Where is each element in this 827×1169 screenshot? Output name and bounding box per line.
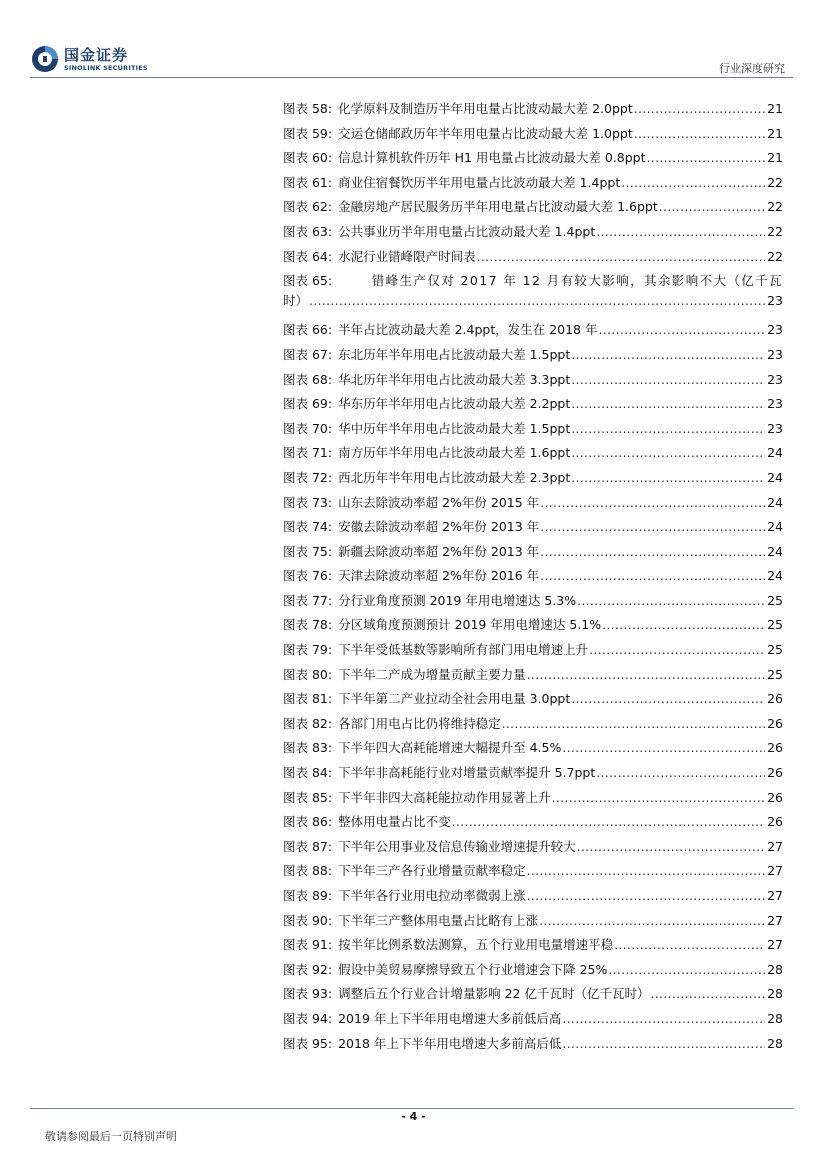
- page-ref: 24: [767, 494, 783, 510]
- dot-leader: [614, 935, 765, 955]
- figure-title: 新疆去除波动率超 2%年份 2013 年: [338, 543, 540, 559]
- page-ref: 21: [767, 125, 783, 141]
- toc-entry[interactable]: [283, 1009, 783, 1034]
- figure-title: 下半年第二产业拉动全社会用电量 3.0ppt: [338, 691, 571, 707]
- figure-title: 分行业角度预测 2019 年用电增速达 5.3%: [338, 592, 577, 608]
- toc-entry[interactable]: [283, 812, 783, 837]
- dot-leader: [571, 468, 765, 488]
- figure-label: 图表 64:: [283, 248, 333, 264]
- dot-leader: [659, 197, 765, 217]
- dot-leader: [539, 911, 765, 931]
- toc-entry[interactable]: [283, 861, 783, 886]
- figure-label: 图表 89:: [283, 888, 333, 903]
- dot-leader: [650, 984, 765, 1004]
- toc-entry[interactable]: [283, 763, 783, 788]
- page-ref: 27: [767, 888, 783, 903]
- dot-leader: [527, 886, 765, 906]
- dot-leader: [571, 443, 765, 463]
- page-ref: 27: [767, 937, 783, 953]
- figure-title: 下半年四大高耗能增速大幅提升至 4.5%: [338, 740, 562, 756]
- figure-title: 下半年公用事业及信息传输业增速提升较大: [338, 838, 576, 854]
- toc-entry[interactable]: [283, 640, 783, 665]
- dot-leader: [571, 370, 765, 390]
- figure-title: 金融房地产居民服务历半年用电量占比波动最大差 1.6ppt: [338, 199, 658, 215]
- page-ref: 25: [767, 666, 783, 682]
- figure-label: 图表 85:: [283, 789, 333, 805]
- page-ref: 26: [767, 691, 783, 707]
- dot-leader: [634, 99, 765, 119]
- page-number: - 4 -: [401, 1110, 426, 1123]
- page-ref: 27: [767, 863, 783, 879]
- figure-title: 下半年二产成为增量贡献主要力量: [338, 666, 526, 682]
- figure-title: 下半年三产各行业增量贡献率稳定: [338, 863, 526, 879]
- figure-label: 图表 65:: [283, 273, 333, 289]
- figure-title: 交运仓储邮政历年半年用电量占比波动最大差 1.0ppt: [338, 125, 633, 141]
- toc-entry[interactable]: [283, 99, 783, 124]
- figure-title: 2019 年上下半年用电增速大多前低后高: [338, 1010, 562, 1026]
- dot-leader: [562, 738, 765, 758]
- dot-leader: [562, 1009, 765, 1029]
- figure-label: 图表 86:: [283, 814, 333, 830]
- page-ref: 22: [767, 174, 783, 190]
- toc-entry[interactable]: [283, 911, 783, 936]
- figure-label: 图表 83:: [283, 740, 333, 756]
- dot-leader: [571, 689, 765, 709]
- figure-title: 下半年三产整体用电量占比略有上涨: [338, 912, 539, 928]
- figure-label: 图表 75:: [283, 543, 333, 559]
- toc-entry[interactable]: [283, 222, 783, 247]
- toc-entry[interactable]: [283, 345, 783, 370]
- dot-leader: [647, 148, 766, 168]
- toc-entry[interactable]: [283, 370, 783, 395]
- toc-entry[interactable]: [283, 542, 783, 567]
- page-ref: 24: [767, 445, 783, 461]
- figure-title: 下半年非高耗能行业对增量贡献率提升 5.7ppt: [338, 765, 596, 781]
- page-ref: 26: [767, 715, 783, 731]
- toc-entry[interactable]: [283, 419, 783, 444]
- dot-leader: [571, 394, 765, 414]
- dot-leader: [598, 320, 765, 340]
- figure-title: 华北历年半年用电占比波动最大差 3.3ppt: [338, 371, 571, 387]
- figure-label: 图表 70:: [283, 420, 333, 436]
- toc-entry[interactable]: [283, 197, 783, 222]
- page-ref: 25: [767, 617, 783, 633]
- page-ref: 28: [767, 986, 783, 1002]
- figure-label: 图表 84:: [283, 765, 333, 781]
- toc-entry[interactable]: [283, 124, 783, 149]
- figure-label: 图表 92:: [283, 961, 333, 977]
- figure-label: 图表 93:: [283, 986, 333, 1002]
- toc-entry[interactable]: [283, 271, 783, 320]
- dot-leader: [540, 517, 765, 537]
- figure-label: 图表 76:: [283, 568, 333, 584]
- figure-label: 图表 78:: [283, 617, 333, 633]
- page-ref: 21: [767, 150, 783, 166]
- toc-entry[interactable]: [283, 714, 783, 739]
- page-ref: 28: [767, 1010, 783, 1026]
- dot-leader: [309, 291, 765, 311]
- figure-title: 下半年非四大高耗能拉动作用显著上升: [338, 789, 551, 805]
- figure-title: 安徽去除波动率超 2%年份 2013 年: [338, 519, 540, 535]
- figure-title: 错峰生产仅对 2017 年 12 月有较大影响，其余影响不大（亿千瓦: [371, 273, 783, 289]
- figure-title: 东北历年半年用电占比波动最大差 1.5ppt: [338, 346, 571, 362]
- toc-entry[interactable]: [283, 665, 783, 690]
- dot-leader: [577, 591, 765, 611]
- page-ref: 23: [767, 371, 783, 387]
- figure-label: 图表 81:: [283, 691, 333, 707]
- toc-entry[interactable]: [283, 443, 783, 468]
- figure-label: 图表 73:: [283, 494, 333, 510]
- sinolink-logo-icon: [30, 44, 60, 74]
- page-ref: 27: [767, 912, 783, 928]
- page-ref: 26: [767, 765, 783, 781]
- toc-entry[interactable]: [283, 738, 783, 763]
- toc-entry[interactable]: [283, 566, 783, 591]
- figure-title: 半年占比波动最大差 2.4ppt，发生在 2018 年: [338, 322, 598, 338]
- toc-entry[interactable]: [283, 591, 783, 616]
- page-ref: 25: [767, 642, 783, 658]
- figure-title: 南方历年半年用电占比波动最大差 1.6ppt: [338, 445, 571, 461]
- page-ref: 22: [767, 248, 783, 264]
- dot-leader: [634, 124, 765, 144]
- toc-entry[interactable]: [283, 788, 783, 813]
- figure-title: 下半年各行业用电拉动率微弱上涨: [338, 888, 526, 903]
- toc-entry[interactable]: [283, 468, 783, 493]
- figure-title: 华东历年半年用电占比波动最大差 2.2ppt: [338, 396, 571, 412]
- page-ref: 23: [767, 346, 783, 362]
- page-ref: 24: [767, 519, 783, 535]
- page-header: [0, 0, 827, 80]
- figure-label: 图表 68:: [283, 371, 333, 387]
- figure-title: 各部门用电占比仍将维持稳定: [338, 715, 501, 731]
- figure-label: 图表 87:: [283, 838, 333, 854]
- dot-leader: [608, 960, 765, 980]
- toc-entry[interactable]: [283, 984, 783, 1009]
- page-ref: 26: [767, 814, 783, 830]
- dot-leader: [527, 861, 765, 881]
- figure-title: 华中历年半年用电占比波动最大差 1.5ppt: [338, 420, 571, 436]
- page-ref: 26: [767, 789, 783, 805]
- dot-leader: [552, 788, 765, 808]
- dot-leader: [621, 173, 765, 193]
- toc-entry[interactable]: [283, 1034, 783, 1059]
- figure-label: 图表 62:: [283, 199, 333, 215]
- figure-label: 图表 58:: [283, 101, 333, 116]
- figure-label: 图表 69:: [283, 396, 333, 412]
- figure-title: 分区域角度预测预计 2019 年用电增速达 5.1%: [338, 617, 602, 633]
- dot-leader: [540, 542, 765, 562]
- figure-title: 西北历年半年用电占比波动最大差 2.3ppt: [338, 469, 571, 485]
- figure-label: 图表 74:: [283, 519, 333, 535]
- figure-title: 天津去除波动率超 2%年份 2016 年: [338, 568, 540, 584]
- figure-label: 图表 94:: [283, 1010, 333, 1026]
- dot-leader: [540, 566, 765, 586]
- toc-entry[interactable]: [283, 886, 783, 911]
- figure-title: 按半年比例系数法测算，五个行业用电量增速平稳: [338, 937, 614, 953]
- header-divider: [30, 77, 793, 78]
- disclaimer-note: 敬请参阅最后一页特别声明: [45, 1130, 177, 1143]
- toc-entry[interactable]: [283, 935, 783, 960]
- figure-title: 商业住宿餐饮历半年用电量占比波动最大差 1.4ppt: [338, 174, 621, 190]
- figure-title: 山东去除波动率超 2%年份 2015 年: [338, 494, 540, 510]
- figure-label: 图表 59:: [283, 125, 333, 141]
- figure-label: 图表 90:: [283, 912, 333, 928]
- toc-entry[interactable]: [283, 615, 783, 640]
- page-ref: 23: [767, 420, 783, 436]
- page-ref: 25: [767, 592, 783, 608]
- page-ref: 22: [767, 223, 783, 239]
- dot-leader: [577, 837, 765, 857]
- page-ref: 23: [767, 322, 783, 338]
- figure-title: 2018 年上下半年用电增速大多前高后低: [338, 1035, 562, 1051]
- dot-leader: [502, 714, 765, 734]
- page-ref: 22: [767, 199, 783, 215]
- page-ref: 27: [767, 838, 783, 854]
- figure-label: 图表 95:: [283, 1035, 333, 1051]
- page-ref: 28: [767, 961, 783, 977]
- page-ref: 26: [767, 740, 783, 756]
- toc-entry[interactable]: [283, 394, 783, 419]
- footer-divider: [30, 1108, 793, 1109]
- figure-title-continued: 时）: [283, 293, 309, 309]
- figure-label: 图表 80:: [283, 666, 333, 682]
- figure-title: 整体用电量占比不变: [338, 814, 451, 830]
- figure-label: 图表 82:: [283, 715, 333, 731]
- page-ref: 24: [767, 469, 783, 485]
- dot-leader: [602, 615, 765, 635]
- figure-label: 图表 79:: [283, 642, 333, 658]
- brand-name-cn: 国金证券: [64, 46, 129, 64]
- figure-title: 信息计算机软件历年 H1 用电量占比波动最大差 0.8ppt: [338, 150, 646, 166]
- toc-entry[interactable]: [283, 148, 783, 173]
- figure-label: 图表 77:: [283, 592, 333, 608]
- toc-entry[interactable]: [283, 960, 783, 985]
- dot-leader: [571, 345, 765, 365]
- toc-entry[interactable]: [283, 517, 783, 542]
- figure-label: 图表 61:: [283, 174, 333, 190]
- figure-list: [283, 99, 783, 1058]
- dot-leader: [527, 665, 765, 685]
- brand-name-en: SINOLINK SECURITIES: [64, 64, 148, 72]
- figure-title: 下半年受低基数等影响所有部门用电增速上升: [338, 642, 589, 658]
- dot-leader: [596, 763, 765, 783]
- toc-entry[interactable]: [283, 493, 783, 518]
- figure-label: 图表 66:: [283, 322, 333, 338]
- toc-entry[interactable]: [283, 173, 783, 198]
- toc-entry[interactable]: [283, 837, 783, 862]
- figure-label: 图表 71:: [283, 445, 333, 461]
- figure-label: 图表 63:: [283, 223, 333, 239]
- page-ref: 24: [767, 568, 783, 584]
- dot-leader: [540, 493, 765, 513]
- company-logo: [30, 44, 180, 78]
- figure-title: 假设中美贸易摩擦导致五个行业增速会下降 25%: [338, 961, 608, 977]
- figure-label: 图表 72:: [283, 469, 333, 485]
- report-type: 行业深度研究: [719, 62, 785, 75]
- page-ref: 28: [767, 1035, 783, 1051]
- figure-label: 图表 88:: [283, 863, 333, 879]
- page-ref: 24: [767, 543, 783, 559]
- dot-leader: [562, 1034, 765, 1054]
- dot-leader: [596, 222, 765, 242]
- figure-label: 图表 60:: [283, 150, 333, 166]
- toc-entry[interactable]: [283, 247, 783, 272]
- dot-leader: [477, 247, 765, 267]
- page-ref: 23: [767, 396, 783, 412]
- figure-title: 调整后五个行业合计增量影响 22 亿千瓦时（亿千瓦时）: [338, 986, 650, 1002]
- figure-title: 公共事业历半年用电量占比波动最大差 1.4ppt: [338, 223, 596, 239]
- page-ref: 21: [767, 101, 783, 116]
- dot-leader: [589, 640, 765, 660]
- dot-leader: [571, 419, 765, 439]
- figure-title: 水泥行业错峰限产时间表: [338, 248, 476, 264]
- figure-label: 图表 67:: [283, 346, 333, 362]
- toc-entry[interactable]: [283, 689, 783, 714]
- page-ref: 23: [767, 293, 783, 309]
- toc-entry[interactable]: [283, 320, 783, 345]
- figure-title: 化学原料及制造历半年用电量占比波动最大差 2.0ppt: [338, 101, 633, 116]
- dot-leader: [452, 812, 765, 832]
- figure-label: 图表 91:: [283, 937, 333, 953]
